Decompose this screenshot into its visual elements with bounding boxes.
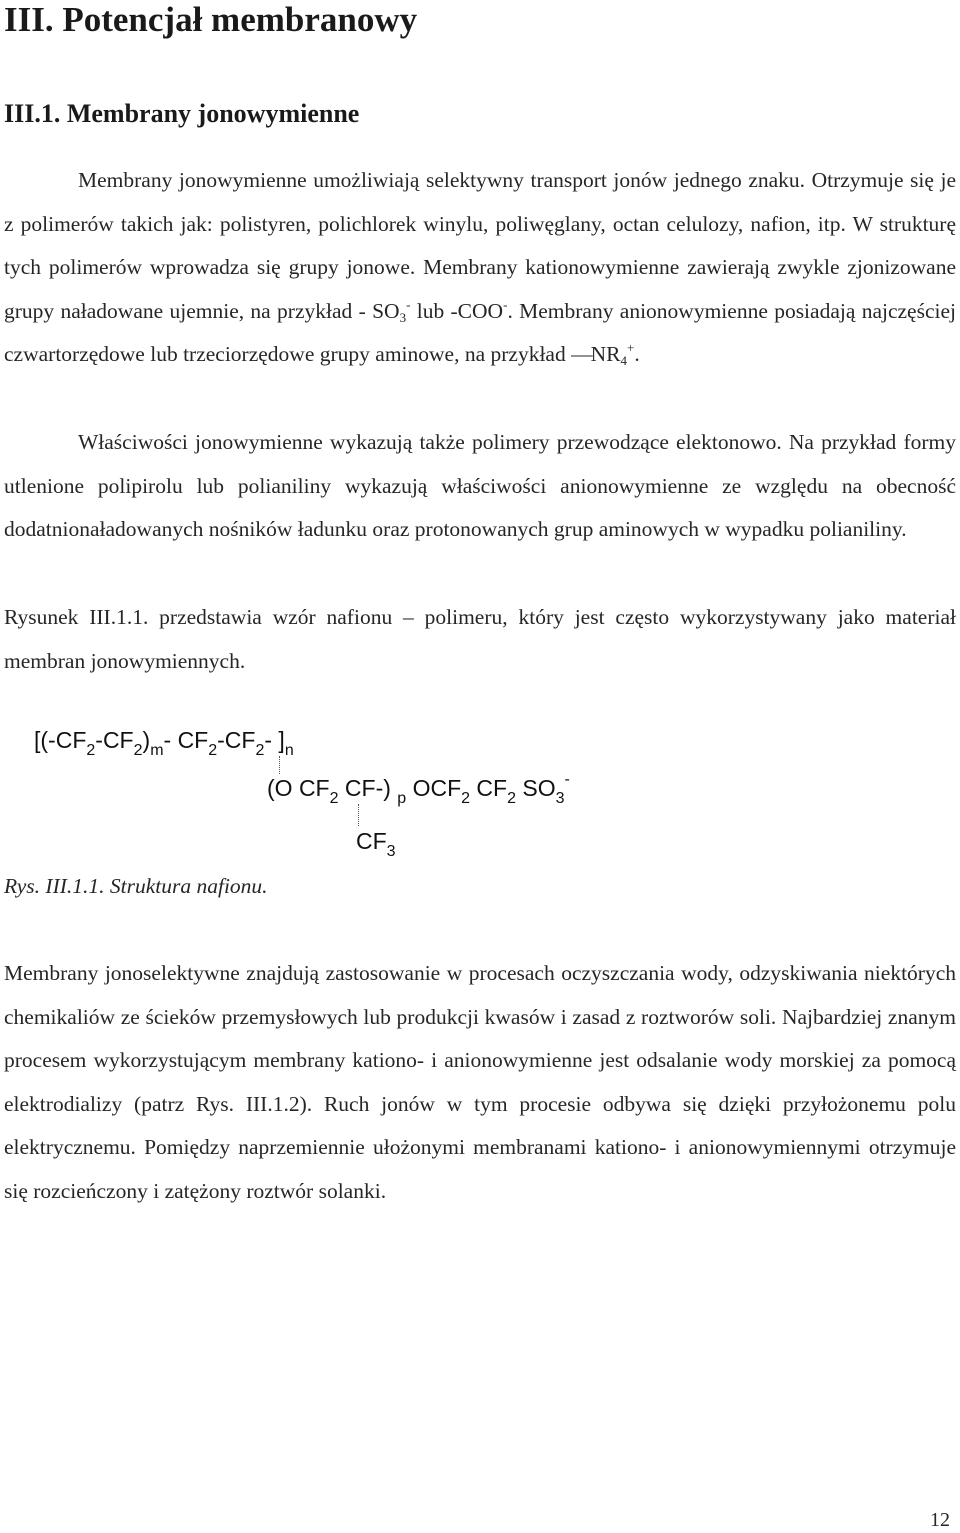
para1-text-1: Membrany jonowymienne umożliwiają selektywny transport jonów jednego znaku. Otrzymuje się je z polimerów takich jak: polistyren, polichlorek winylu, poliwęglany, octan celulozy, nafion, itp. W strukturę tych polimerów wprowadza się grupy jonowe. Membrany kationowymienne zawierają zwykle zjonizowane grupy naładowane ujemnie, na przykład - SO xyxy=(4,168,956,323)
formula-subscript: 2 xyxy=(86,742,96,759)
formula-subscript: 2 xyxy=(255,742,265,759)
formula-text: OCF xyxy=(406,775,462,801)
figure-caption: Rys. III.1.1. Struktura nafionu. xyxy=(4,874,268,898)
formula-text: -CF xyxy=(217,727,256,753)
formula-subscript: 2 xyxy=(208,742,218,759)
formula-text: (O CF xyxy=(267,775,330,801)
formula-text: - ] xyxy=(264,727,285,753)
formula-text: -CF xyxy=(95,727,134,753)
formula-subscript: m xyxy=(150,742,164,759)
coo-charge: - xyxy=(503,296,508,312)
so3-subscript: 3 xyxy=(399,309,407,325)
formula-text: CF-) xyxy=(338,775,398,801)
nr4-subscript: 4 xyxy=(620,353,627,368)
paragraph-conducting-polymers: Właściwości jonowymienne wykazują także polimery przewodzące elektonowo. Na przykład formy utlenione polipirolu lub polianiliny wykazują właściwości anionowymienne ze względu na obecność dodatnionaładowanych nośników ładunku oraz protonowanych grup aminowych w wypadku polianiliny. xyxy=(4,430,956,541)
formula-text: CF xyxy=(470,775,508,801)
formula-cf3-line xyxy=(356,827,396,860)
formula-side-chain-line xyxy=(267,771,570,807)
so3-charge: - xyxy=(406,296,411,312)
formula-subscript: 2 xyxy=(507,790,517,807)
formula-subscript: 2 xyxy=(329,790,339,807)
formula-subscript: 3 xyxy=(555,790,565,807)
formula-subscript: n xyxy=(284,742,294,759)
formula-subscript: 2 xyxy=(133,742,143,759)
section-heading: III. Potencjał membranowy xyxy=(4,0,418,39)
page-number: 12 xyxy=(930,1509,950,1531)
formula-subscript: 2 xyxy=(461,790,471,807)
paragraph-intro xyxy=(4,159,956,377)
subsection-heading: III.1. Membrany jonowymienne xyxy=(4,99,360,128)
formula-subscript: p xyxy=(397,790,407,807)
para1-text-2: lub -COO xyxy=(410,298,504,323)
paragraph-applications: Membrany jonoselektywne znajdują zastosowanie w procesach oczyszczania wody, odzyskiwania niektórych chemikaliów ze ścieków przemysłowych lub produkcji kwasów i zasad z roztworów soli. Najbardziej znanym procesem wykorzystującym membrany kationo- i anionowymienne jest odsalanie wody morskiej za pomocą elektrodializy (patrz Rys. III.1.2). Ruch jonów w tym procesie odbywa się dzięki przyłożonemu polu elektrycznemu. Pomiędzy naprzemiennie ułożonymi membranami kationo- i anionowymiennymi otrzymuje się rozcieńczony i zatężony roztwór solanki. xyxy=(4,961,956,1203)
formula-bond-line xyxy=(358,804,360,826)
formula-bond-line xyxy=(279,756,281,774)
formula-text: SO xyxy=(516,775,556,801)
nr4-group: — NR xyxy=(571,342,620,366)
formula-text: CF xyxy=(356,828,387,854)
formula-charge: - xyxy=(564,771,570,788)
nr4-charge: + xyxy=(626,340,635,355)
formula-text: - CF xyxy=(163,727,209,753)
formula-text: [(-CF xyxy=(34,727,87,753)
para1-text-3: . Membrany anionowymienne posiadają najczęściej czwartorzędowe lub trzeciorzędowe grupy aminowe, na przykład xyxy=(4,298,956,366)
formula-text: ) xyxy=(142,727,151,753)
formula-backbone-line xyxy=(34,726,294,759)
paragraph-figure-reference: Rysunek III.1.1. przedstawia wzór nafionu – polimeru, który jest często wykorzystywany jako materiał membran jonowymiennych. xyxy=(4,605,956,673)
para1-text-4: . xyxy=(634,342,640,366)
formula-subscript: 3 xyxy=(386,843,396,860)
